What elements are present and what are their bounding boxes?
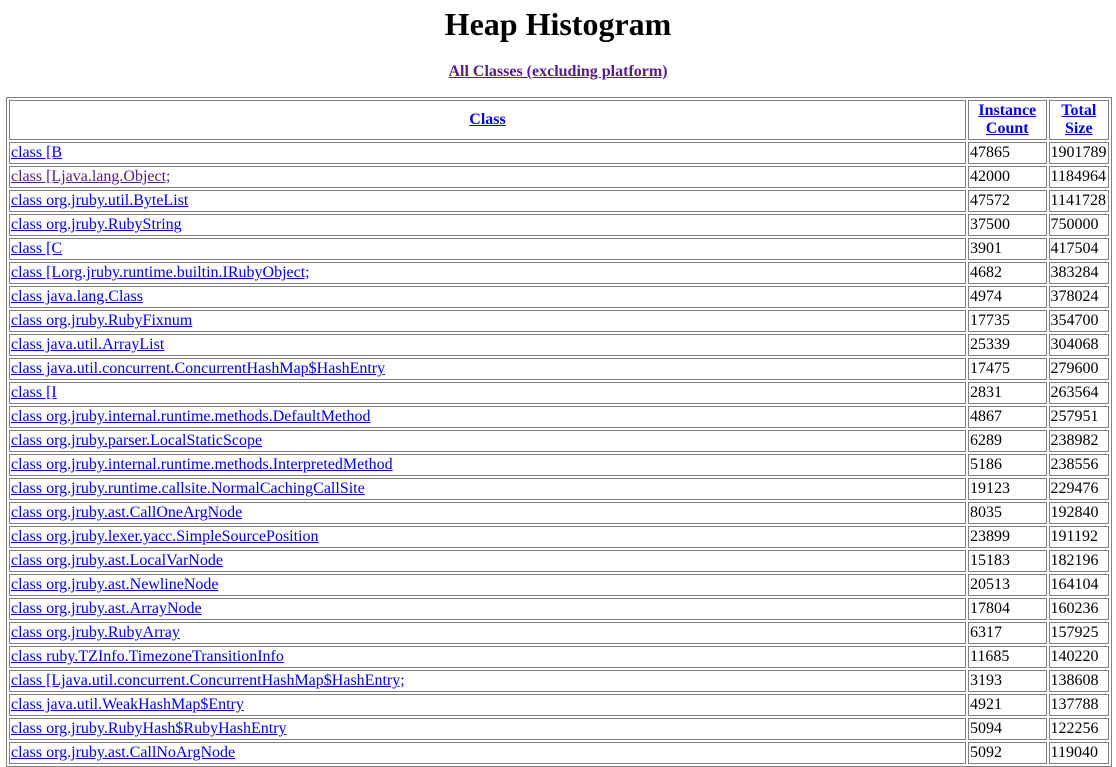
table-row — [9, 526, 1109, 548]
class-link[interactable]: class ruby.TZInfo.TimezoneTransitionInfo — [11, 648, 284, 665]
instance-count-cell: 5092 — [968, 742, 1047, 764]
class-link[interactable]: class java.lang.Class — [11, 288, 143, 305]
class-cell — [9, 334, 966, 356]
class-link[interactable]: class [Lorg.jruby.runtime.builtin.IRubyObject; — [11, 264, 310, 281]
class-cell — [9, 262, 966, 284]
table-row — [9, 622, 1109, 644]
total-size-cell: 417504 — [1049, 238, 1109, 260]
class-cell — [9, 238, 966, 260]
instance-count-cell: 6289 — [968, 430, 1047, 452]
class-link[interactable]: class org.jruby.ast.CallNoArgNode — [11, 744, 236, 761]
total-size-cell: 238982 — [1049, 430, 1109, 452]
class-cell — [9, 526, 966, 548]
table-row — [9, 190, 1109, 212]
class-link[interactable]: class org.jruby.ast.CallOneArgNode — [11, 504, 243, 521]
class-cell — [9, 742, 966, 764]
class-link[interactable]: class org.jruby.ast.ArrayNode — [11, 600, 202, 617]
class-link[interactable]: class org.jruby.ast.LocalVarNode — [11, 552, 223, 569]
instance-count-cell: 17735 — [968, 310, 1047, 332]
class-cell — [9, 622, 966, 644]
total-size-cell: 279600 — [1049, 358, 1109, 380]
total-size-cell: 1141728 — [1049, 190, 1109, 212]
table-row — [9, 742, 1109, 764]
instance-count-cell: 47572 — [968, 190, 1047, 212]
table-row — [9, 382, 1109, 404]
header-instance-count — [968, 100, 1047, 140]
table-row — [9, 718, 1109, 740]
instance-count-cell: 17475 — [968, 358, 1047, 380]
instance-count-cell: 3193 — [968, 670, 1047, 692]
class-link[interactable]: class org.jruby.RubyArray — [11, 624, 180, 641]
instance-count-cell: 19123 — [968, 478, 1047, 500]
class-cell — [9, 694, 966, 716]
instance-count-cell: 15183 — [968, 550, 1047, 572]
instance-count-cell: 4921 — [968, 694, 1047, 716]
table-row — [9, 166, 1109, 188]
table-row — [9, 550, 1109, 572]
total-size-cell: 383284 — [1049, 262, 1109, 284]
table-row — [9, 478, 1109, 500]
class-link[interactable]: class org.jruby.util.ByteList — [11, 192, 189, 209]
total-size-cell: 1184964 — [1049, 166, 1109, 188]
instance-count-cell: 4867 — [968, 406, 1047, 428]
total-size-cell: 122256 — [1049, 718, 1109, 740]
class-link[interactable]: class org.jruby.internal.runtime.methods.InterpretedMethod — [11, 456, 393, 473]
class-cell — [9, 358, 966, 380]
instance-count-cell: 8035 — [968, 502, 1047, 524]
total-size-cell: 138608 — [1049, 670, 1109, 692]
table-row — [9, 574, 1109, 596]
class-link[interactable]: class java.util.ArrayList — [11, 336, 165, 353]
table-row — [9, 334, 1109, 356]
class-cell — [9, 574, 966, 596]
histogram-table — [6, 97, 1112, 767]
class-cell — [9, 718, 966, 740]
instance-count-cell: 42000 — [968, 166, 1047, 188]
class-cell — [9, 550, 966, 572]
total-size-cell: 137788 — [1049, 694, 1109, 716]
total-size-cell: 191192 — [1049, 526, 1109, 548]
table-body — [9, 142, 1109, 764]
total-size-cell: 182196 — [1049, 550, 1109, 572]
total-size-cell: 164104 — [1049, 574, 1109, 596]
class-link[interactable]: class java.util.WeakHashMap$Entry — [11, 696, 244, 713]
total-size-cell: 304068 — [1049, 334, 1109, 356]
total-size-cell: 750000 — [1049, 214, 1109, 236]
class-cell — [9, 478, 966, 500]
header-class — [9, 100, 966, 140]
total-size-cell: 263564 — [1049, 382, 1109, 404]
instance-count-cell: 5186 — [968, 454, 1047, 476]
header-total-size — [1049, 100, 1109, 140]
class-cell — [9, 430, 966, 452]
table-row — [9, 238, 1109, 260]
class-link[interactable]: class [Ljava.lang.Object; — [11, 168, 171, 185]
table-row — [9, 646, 1109, 668]
table-row — [9, 430, 1109, 452]
class-cell — [9, 166, 966, 188]
total-size-cell: 1901789 — [1049, 142, 1109, 164]
table-header-row — [9, 100, 1109, 140]
instance-count-cell: 3901 — [968, 238, 1047, 260]
class-cell — [9, 310, 966, 332]
class-cell — [9, 670, 966, 692]
instance-count-cell: 4682 — [968, 262, 1047, 284]
instance-count-cell: 11685 — [968, 646, 1047, 668]
total-size-cell: 229476 — [1049, 478, 1109, 500]
table-row — [9, 454, 1109, 476]
table-row — [9, 598, 1109, 620]
total-size-cell: 238556 — [1049, 454, 1109, 476]
table-row — [9, 142, 1109, 164]
class-link[interactable]: class java.util.concurrent.ConcurrentHashMap$HashEntry — [11, 360, 386, 377]
total-size-cell: 257951 — [1049, 406, 1109, 428]
instance-count-cell: 6317 — [968, 622, 1047, 644]
class-cell — [9, 598, 966, 620]
subtitle — [0, 62, 1116, 82]
total-size-cell: 157925 — [1049, 622, 1109, 644]
class-link[interactable]: class org.jruby.RubyHash$RubyHashEntry — [11, 720, 287, 737]
table-row — [9, 502, 1109, 524]
page-title: Heap Histogram — [444, 6, 672, 42]
instance-count-cell: 25339 — [968, 334, 1047, 356]
class-cell — [9, 502, 966, 524]
class-link[interactable]: class org.jruby.RubyString — [11, 216, 182, 233]
instance-count-cell: 20513 — [968, 574, 1047, 596]
table-row — [9, 214, 1109, 236]
class-link[interactable]: class org.jruby.ast.NewlineNode — [11, 576, 219, 593]
instance-count-cell: 5094 — [968, 718, 1047, 740]
class-link[interactable]: class org.jruby.RubyFixnum — [11, 312, 193, 329]
table-row — [9, 406, 1109, 428]
sort-by-total-size-link[interactable]: Total Size — [1061, 102, 1097, 137]
table-row — [9, 358, 1109, 380]
total-size-cell: 192840 — [1049, 502, 1109, 524]
instance-count-cell: 2831 — [968, 382, 1047, 404]
class-link[interactable]: class org.jruby.runtime.callsite.NormalCachingCallSite — [11, 480, 365, 497]
instance-count-cell: 23899 — [968, 526, 1047, 548]
class-link[interactable]: class [I — [11, 384, 57, 401]
table-row — [9, 286, 1109, 308]
total-size-cell: 354700 — [1049, 310, 1109, 332]
instance-count-cell: 37500 — [968, 214, 1047, 236]
instance-count-cell: 4974 — [968, 286, 1047, 308]
class-link[interactable]: class org.jruby.internal.runtime.methods.DefaultMethod — [11, 408, 371, 425]
sort-by-instance-count-link[interactable]: Instance Count — [978, 102, 1037, 137]
class-link[interactable]: class [Ljava.util.concurrent.ConcurrentHashMap$HashEntry; — [11, 672, 405, 689]
class-link[interactable]: class [C — [11, 240, 63, 257]
table-row — [9, 694, 1109, 716]
class-cell — [9, 382, 966, 404]
total-size-cell: 140220 — [1049, 646, 1109, 668]
class-cell — [9, 286, 966, 308]
instance-count-cell: 17804 — [968, 598, 1047, 620]
class-cell — [9, 454, 966, 476]
all-classes-link[interactable]: All Classes (excluding platform) — [448, 63, 668, 80]
instance-count-cell: 47865 — [968, 142, 1047, 164]
class-cell — [9, 406, 966, 428]
total-size-cell: 119040 — [1049, 742, 1109, 764]
class-cell — [9, 190, 966, 212]
class-link[interactable]: class [B — [11, 144, 63, 161]
class-cell — [9, 646, 966, 668]
table-row — [9, 262, 1109, 284]
class-link[interactable]: class org.jruby.parser.LocalStaticScope — [11, 432, 263, 449]
class-cell — [9, 214, 966, 236]
class-link[interactable]: class org.jruby.lexer.yacc.SimpleSourcePosition — [11, 528, 319, 545]
total-size-cell: 160236 — [1049, 598, 1109, 620]
total-size-cell: 378024 — [1049, 286, 1109, 308]
table-row — [9, 670, 1109, 692]
sort-by-class-link[interactable]: Class — [469, 111, 506, 128]
histogram-table-container — [6, 97, 1112, 767]
table-row — [9, 310, 1109, 332]
class-cell — [9, 142, 966, 164]
